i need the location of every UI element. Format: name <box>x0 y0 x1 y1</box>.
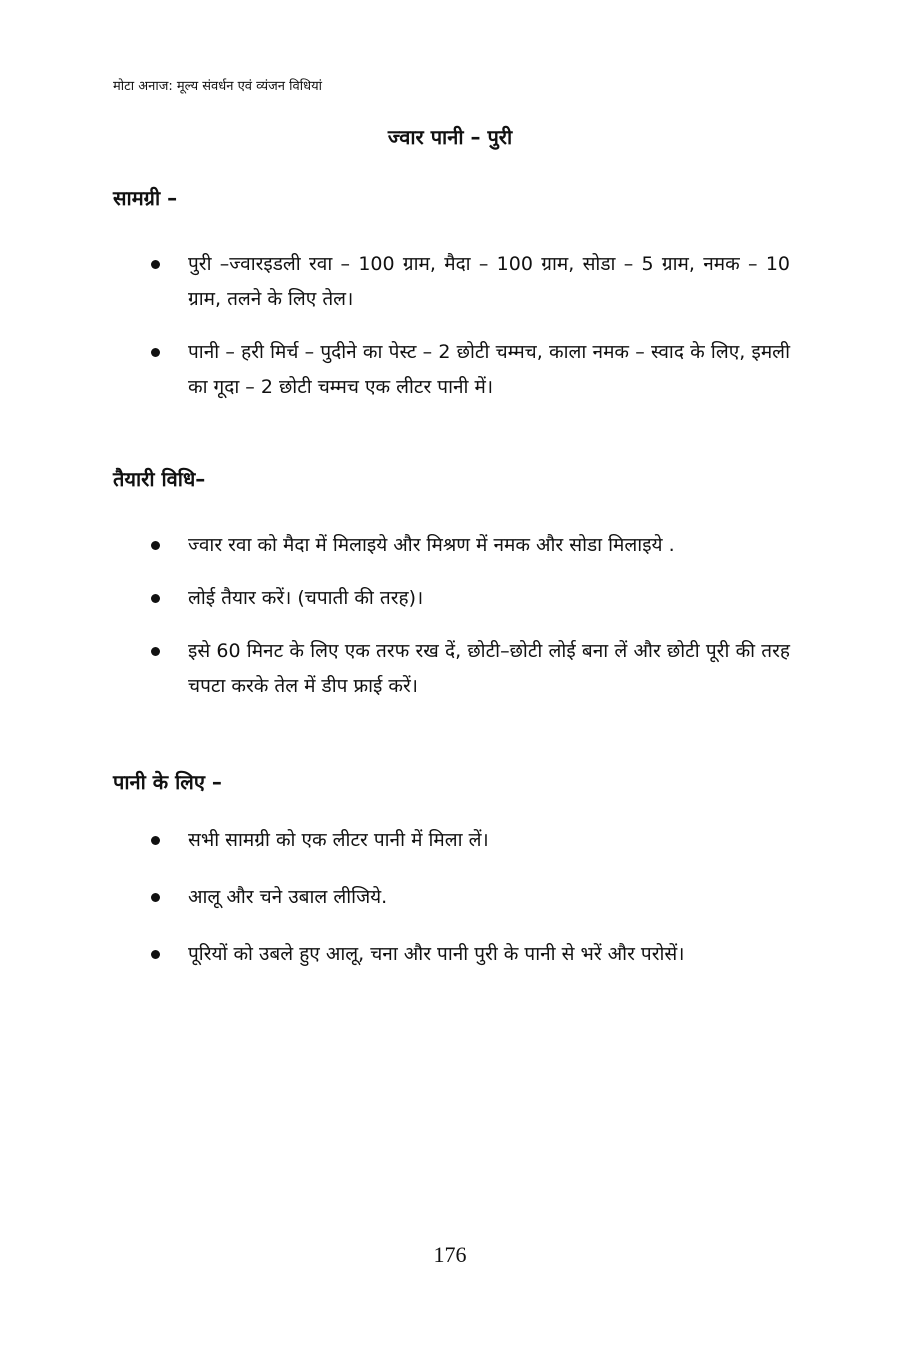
recipe-title: ज्वार पानी – पुरी <box>387 125 513 149</box>
bullet-icon <box>151 893 160 902</box>
list-item <box>150 880 790 915</box>
list-item-text: लोई तैयार करें। (चपाती की तरह)। <box>188 587 424 609</box>
bullet-icon <box>151 260 160 269</box>
list-item <box>150 247 790 317</box>
bullet-icon <box>151 541 160 550</box>
page-number: 176 <box>433 1242 467 1267</box>
bullet-icon <box>151 836 160 845</box>
bullet-icon <box>151 594 160 603</box>
list-item <box>150 528 790 563</box>
method-heading: तैयारी विधि– <box>113 467 206 491</box>
bullet-icon <box>151 348 160 357</box>
list-item <box>150 634 790 704</box>
ingredients-heading: सामग्री – <box>113 186 178 210</box>
list-item-text: आलू और चने उबाल लीजिये. <box>188 886 388 908</box>
list-item <box>150 823 790 858</box>
bullet-icon <box>151 647 160 656</box>
method-list <box>150 528 790 722</box>
water-list <box>150 823 790 990</box>
list-item <box>150 581 790 616</box>
list-item-text: इसे 60 मिनट के लिए एक तरफ रख दें, छोटी–छोटी लोई बना लें और छोटी पूरी की तरह चपटा करके तेल में डीप फ्राई करें। <box>188 640 790 697</box>
list-item-text: ज्वार रवा को मैदा में मिलाइये और मिश्रण में नमक और सोडा मिलाइये . <box>188 534 675 556</box>
list-item-text: पुरी –ज्वारइडली रवा – 100 ग्राम, मैदा – 100 ग्राम, सोडा – 5 ग्राम, नमक – 10 ग्राम, तलने के लिए तेल। <box>188 253 790 310</box>
list-item-text: पूरियों को उबले हुए आलू, चना और पानी पुरी के पानी से भरें और परोसें। <box>188 943 685 965</box>
bullet-icon <box>151 950 160 959</box>
running-header: मोटा अनाज: मूल्य संवर्धन एवं व्यंजन विधियां <box>113 79 323 94</box>
ingredients-list <box>150 247 790 423</box>
list-item-text: सभी सामग्री को एक लीटर पानी में मिला लें। <box>188 829 489 851</box>
list-item <box>150 937 790 972</box>
list-item-text: पानी – हरी मिर्च – पुदीने का पेस्ट – 2 छोटी चम्मच, काला नमक – स्वाद के लिए, इमली का गूदा – 2 छोटी चम्मच एक लीटर पानी में। <box>188 341 790 398</box>
water-heading: पानी के लिए – <box>113 770 222 794</box>
list-item <box>150 335 790 405</box>
